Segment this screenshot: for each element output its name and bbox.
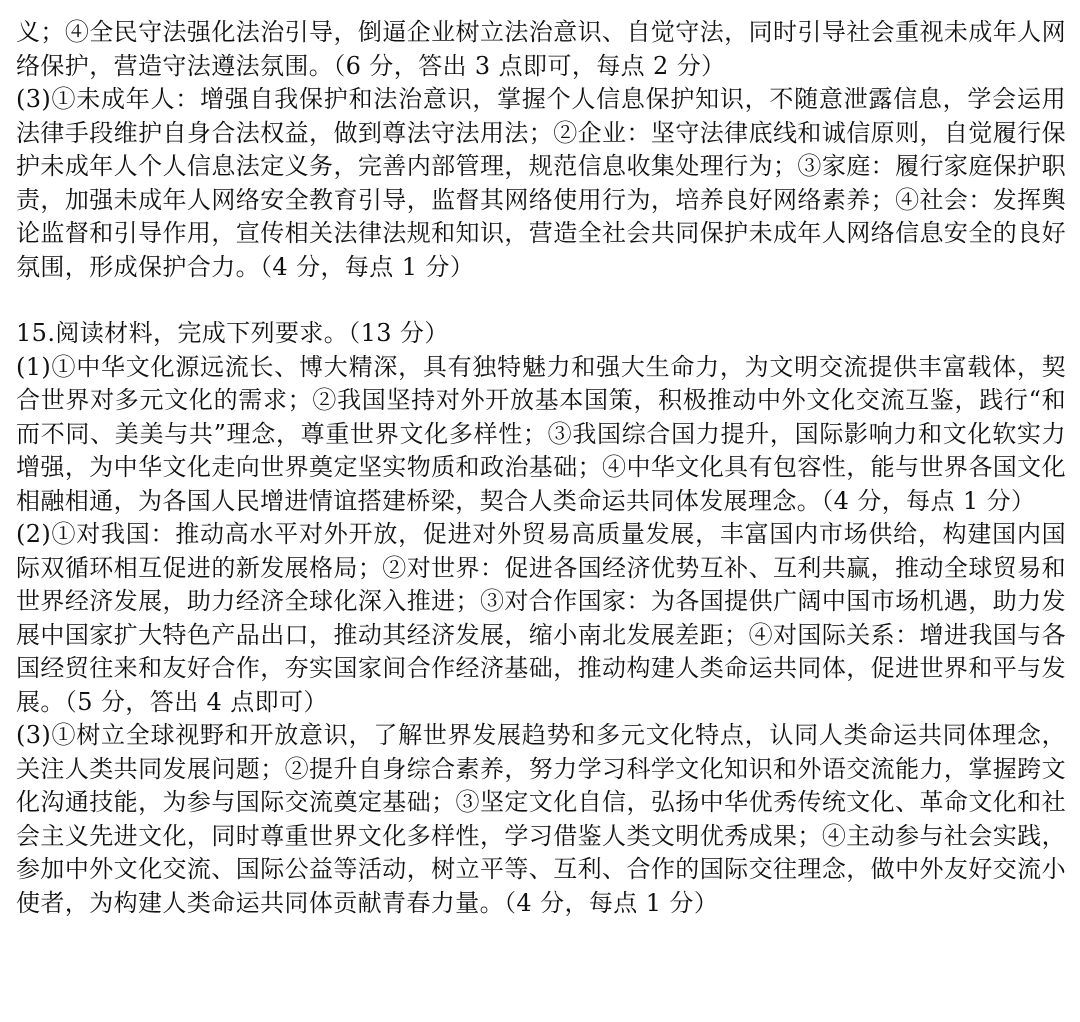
answer-15-1: (1)①中华文化源远流长、博大精深，具有独特魅力和强大生命力，为文明交流提供丰富载体，契合世界对多元文化的需求；②我国坚持对外开放基本国策，积极推动中外文化交流互鉴，践行“和而不同、美美与共”理念，尊重世界文化多样性；③我国综合国力提升，国际影响力和文化软实力增强，为中华文化走向世界奠定坚实物质和政治基础；④中华文化具有包容性，能与世界各国文化相融相通，为各国人民增进情谊搭建桥梁，契合人类命运共同体发展理念。（4 分，每点 1 分）: [16, 352, 1066, 515]
answer-document: [16, 16, 1066, 920]
answer-14-3: (3)①未成年人：增强自我保护和法治意识，掌握个人信息保护知识，不随意泄露信息，学会运用法律手段维护自身合法权益，做到尊法守法用法；②企业：坚守法律底线和诚信原则，自觉履行保护未成年人个人信息法定义务，完善内部管理，规范信息收集处理行为；③家庭：履行家庭保护职责，加强未成年人网络安全教育引导，监督其网络使用行为，培养良好网络素养；④社会：发挥舆论监督和引导作用，宣传相关法律法规和知识，营造全社会共同保护未成年人网络信息安全的良好氛围，形成保护合力。（4 分，每点 1 分）: [16, 85, 1066, 281]
answer-15-2: (2)①对我国：推动高水平对外开放，促进对外贸易高质量发展，丰富国内市场供给，构建国内国际双循环相互促进的新发展格局；②对世界：促进各国经济优势互补、互利共赢，推动全球贸易和世界经济发展，助力经济全球化深入推进；③对合作国家：为各国提供广阔中国市场机遇，助力发展中国家扩大特色产品出口，推动其经济发展，缩小南北发展差距；④对国际关系：增进我国与各国经贸往来和友好合作，夯实国家间合作经济基础，推动构建人类命运共同体，促进世界和平与发展。（5 分，答出 4 点即可）: [16, 520, 1066, 716]
paragraph-spacer: [16, 284, 1066, 317]
answer-15-3: (3)①树立全球视野和开放意识，了解世界发展趋势和多元文化特点，认同人类命运共同体理念，关注人类共同发展问题；②提升自身综合素养，努力学习科学文化知识和外语交流能力，掌握跨文化沟通技能，为参与国际交流奠定基础；③坚定文化自信，弘扬中华优秀传统文化、革命文化和社会主义先进文化，同时尊重世界文化多样性，学习借鉴人类文明优秀成果；④主动参与社会实践，参加中外文化交流、国际公益等活动，树立平等、互利、合作的国际交往理念，做中外友好交流小使者，为构建人类命运共同体贡献青春力量。（4 分，每点 1 分）: [16, 721, 1066, 917]
answer-14-2-continuation: 义；④全民守法强化法治引导，倒逼企业树立法治意识、自觉守法，同时引导社会重视未成年人网络保护，营造守法遵法氛围。（6 分，答出 3 点即可，每点 2 分）: [16, 18, 1066, 80]
question-15-title: 15.阅读材料，完成下列要求。（13 分）: [16, 319, 449, 347]
